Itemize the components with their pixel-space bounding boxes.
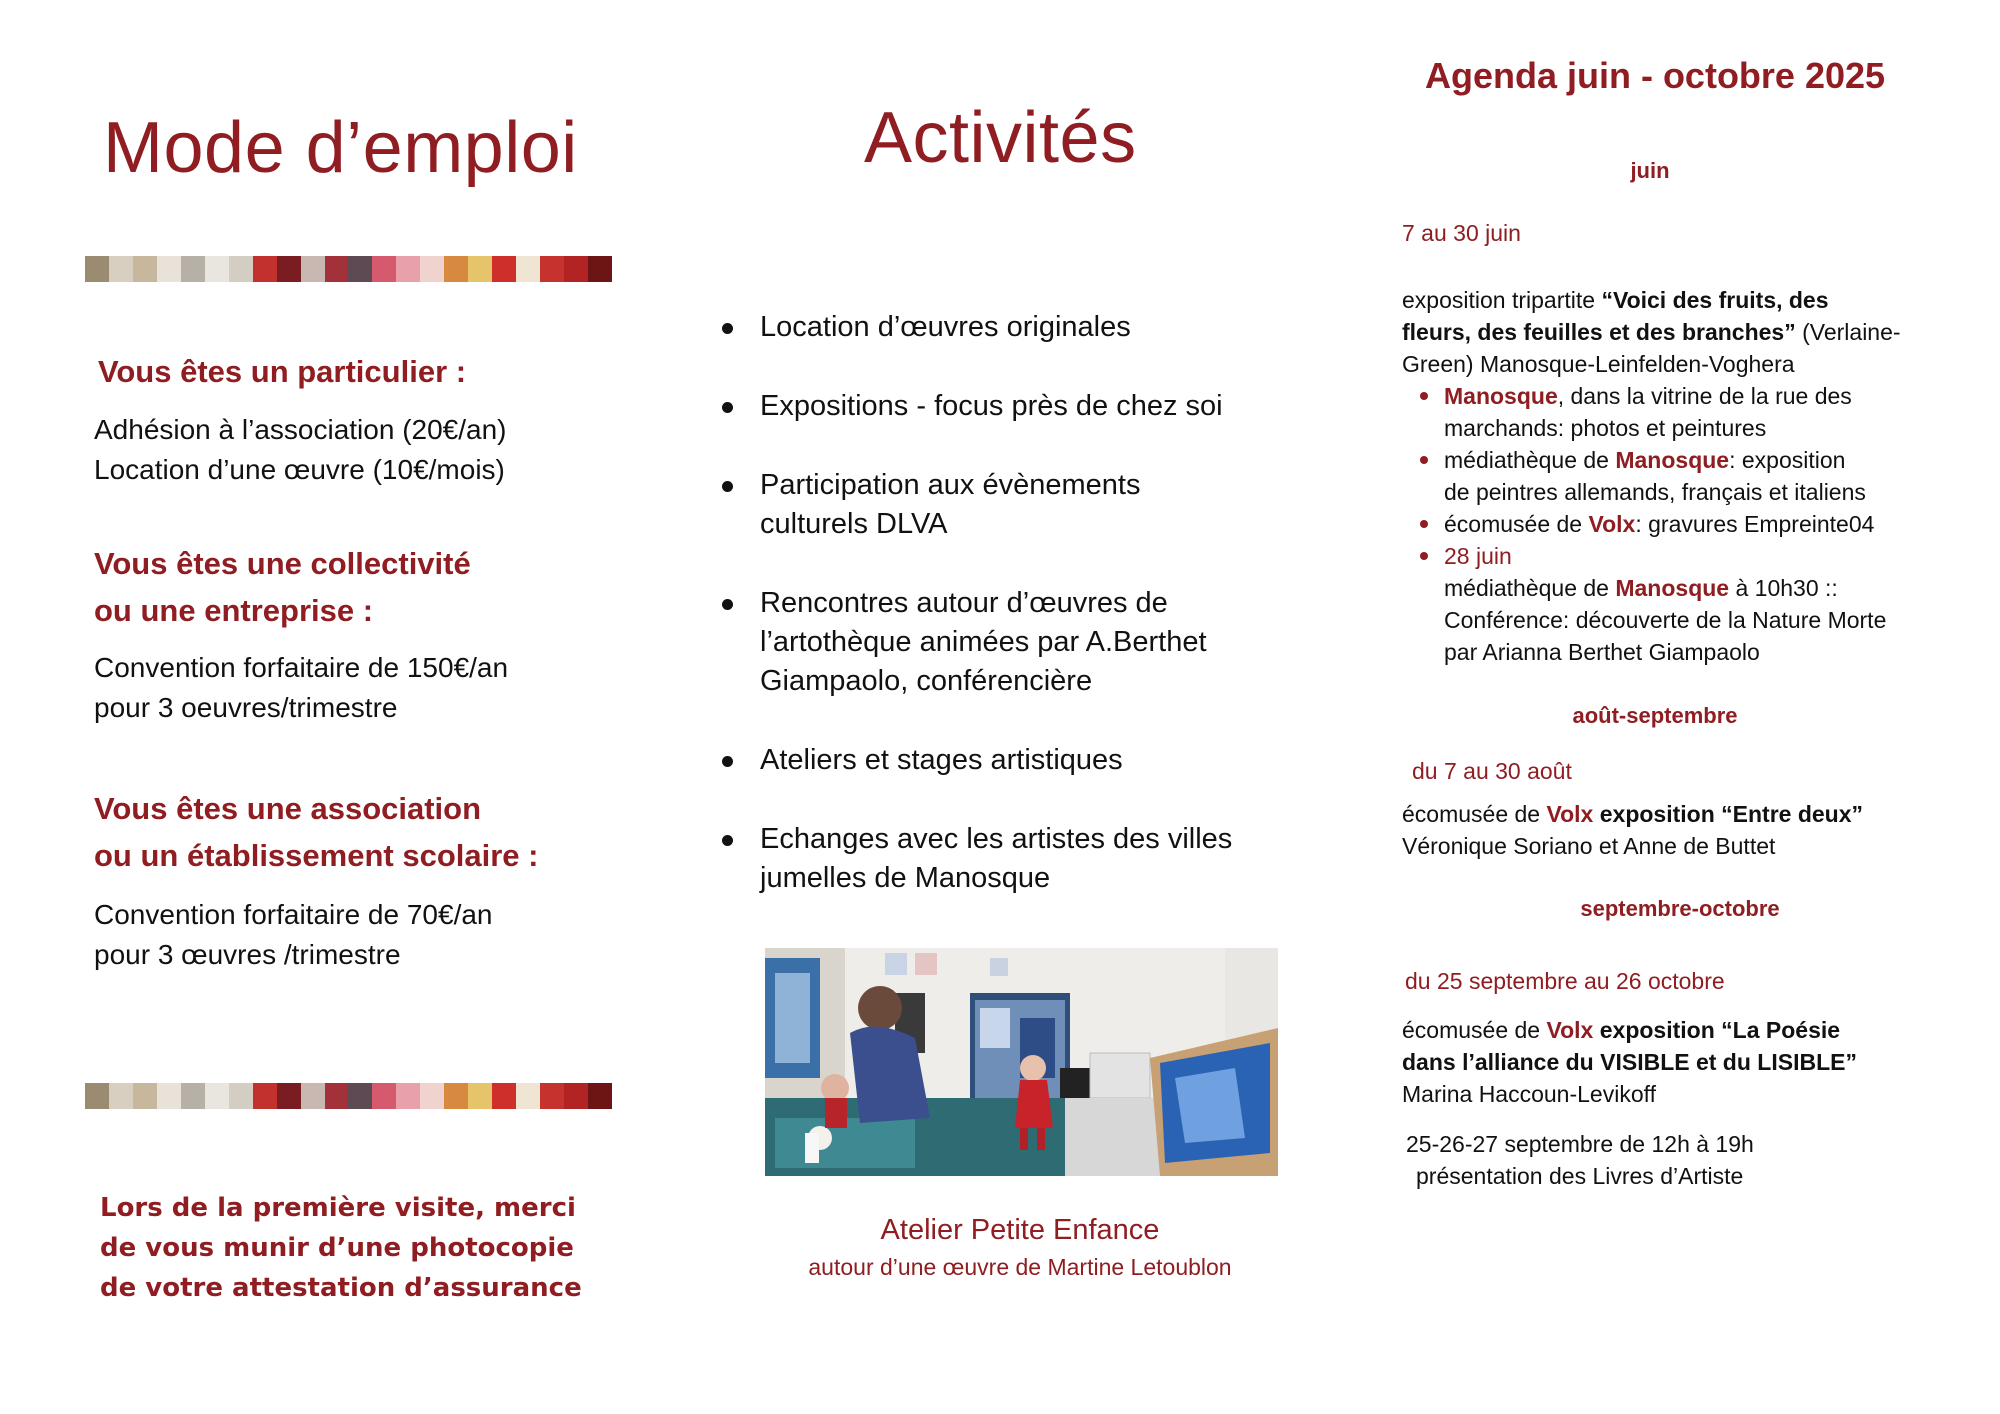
date-juin: 7 au 30 juin [1402,220,1521,246]
activity-item: Location d’œuvres originales [720,308,1320,347]
caption-subtitle: autour d’une œuvre de Martine Letoublon [808,1254,1232,1280]
caption-title: Atelier Petite Enfance [880,1214,1160,1246]
collectivite-line-2: pour 3 oeuvres/trimestre [94,692,398,723]
activity-item: Expositions - focus près de chez soi [720,387,1320,426]
section-septembre: septembre-octobre [1580,896,1780,921]
activity-item: Ateliers et stages artistiques [720,741,1320,780]
decorative-photo-strip-bottom [85,1083,612,1109]
association-line-1: Convention forfaitaire de 70€/an [94,899,493,930]
mode-emploi-title: Mode d’emploi [103,108,578,188]
adhesion-line: Adhésion à l’association (20€/an) [94,414,507,445]
association-line-2: pour 3 œuvres /trimestre [94,939,401,970]
livres-artiste-event: 25-26-27 septembre de 12h à 19h présentation des Livres d’Artiste [1406,1131,1754,1189]
juin-event: écomusée de Volx: gravures Empreinte04 [1404,508,1994,540]
aout-exposition: écomusée de Volx exposition “Entre deux” Véronique Soriano et Anne de Buttet [1402,801,1864,859]
collectivite-heading-2: ou une entreprise : [94,593,374,628]
date-septembre: du 25 septembre au 26 octobre [1405,968,1725,994]
section-juin: juin [1630,158,1670,183]
agenda-title: Agenda juin - octobre 2025 [1424,55,1886,96]
collectivite-line-1: Convention forfaitaire de 150€/an [94,652,509,683]
activities-list [720,308,1320,898]
note-line-1: Lors de la première visite, merci [100,1193,576,1223]
sept-exposition: écomusée de Volx exposition “La Poésie dans l’alliance du VISIBLE et du LISIBLE” Marina Haccoun-Levikoff [1402,1017,1857,1107]
juin-event: médiathèque de Manosque: exposition de peintres allemands, français et italiens [1404,444,1994,508]
association-heading-2: ou un établissement scolaire : [94,838,539,873]
particulier-section [98,348,618,395]
collectivite-heading-1: Vous êtes une collectivité [94,546,471,581]
particulier-details [94,410,654,490]
association-section [94,785,694,879]
note-line-3: de votre attestation d’assurance [100,1273,582,1303]
juin-event: 28 juin médiathèque de Manosque à 10h30 :: Conférence: découverte de la Nature Morte par Arianna Berthet Giampaolo [1404,540,1994,668]
activity-item: Rencontres autour d’œuvres de l’artothèque animées par A.Berthet Giampaolo, conférencière [720,584,1320,701]
section-aout: août-septembre [1572,703,1738,728]
decorative-photo-strip-top [85,256,612,282]
atelier-photo [765,948,1278,1176]
activity-item: Participation aux évènements culturels DLVA [720,466,1320,544]
note-line-2: de vous munir d’une photocopie [100,1233,574,1263]
activity-item: Echanges avec les artistes des villes jumelles de Manosque [720,820,1320,898]
particulier-heading: Vous êtes un particulier : [98,354,467,389]
insurance-note [100,1188,660,1308]
juin-events-list [1404,380,1994,668]
activites-title: Activités [864,98,1137,178]
association-heading-1: Vous êtes une association [94,791,482,826]
atelier-scene-image [765,948,1278,1176]
collectivite-section [94,540,654,634]
juin-exposition: exposition tripartite “Voici des fruits, des fleurs, des feuilles et des branches” (Verlaine- Green) Manosque-Leinfelden-Voghera [1402,287,1901,377]
date-aout: du 7 au 30 août [1412,758,1572,784]
collectivite-details [94,648,654,728]
location-line: Location d’une œuvre (10€/mois) [94,454,505,485]
juin-event: Manosque, dans la vitrine de la rue des marchands: photos et peintures [1404,380,1994,444]
atelier-caption [700,1210,1340,1284]
association-details [94,895,654,975]
